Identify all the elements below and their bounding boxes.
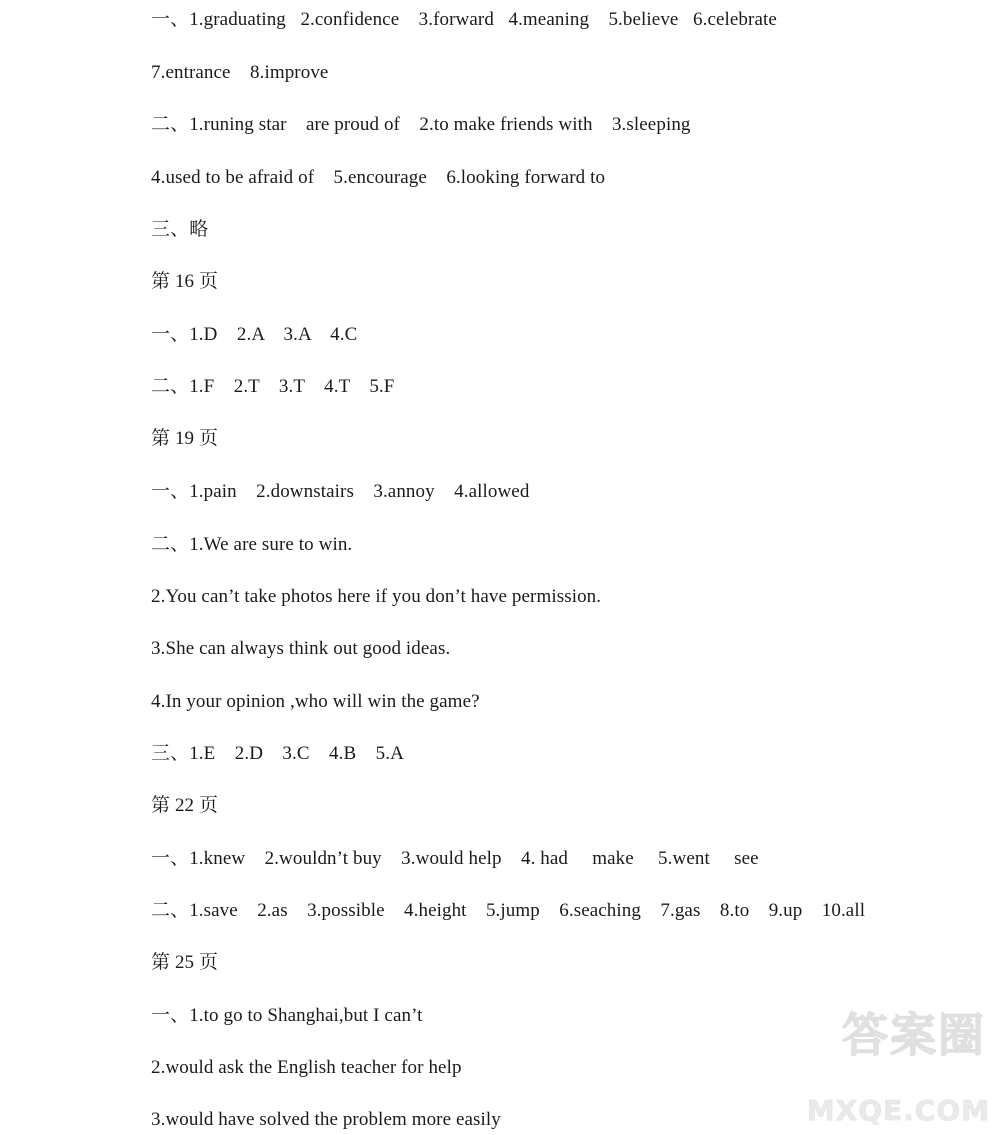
page-heading: 第 22 页: [151, 795, 219, 816]
page-heading: 第 25 页: [151, 952, 219, 973]
page-heading: 第 19 页: [151, 428, 219, 449]
answer-line: 一、1.graduating 2.confidence 3.forward 4.meaning 5.believe 6.celebrate: [151, 9, 777, 30]
answer-line: 7.entrance 8.improve: [151, 62, 329, 83]
answer-line: 二、1.F 2.T 3.T 4.T 5.F: [151, 376, 395, 397]
watermark-domain: MXQE.COM: [806, 1094, 990, 1127]
answer-line: 一、1.knew 2.wouldn’t buy 3.would help 4. had make 5.went see: [151, 848, 759, 869]
answer-line: 3.would have solved the problem more easily: [151, 1109, 501, 1130]
answer-line: 一、1.to go to Shanghai,but I can’t: [151, 1005, 423, 1026]
answer-line: 2.You can’t take photos here if you don’t have permission.: [151, 586, 602, 607]
answer-line: 2.would ask the English teacher for help: [151, 1057, 462, 1078]
answer-line: 三、1.E 2.D 3.C 4.B 5.A: [151, 743, 404, 764]
watermark-logo: 答案圈: [842, 1008, 986, 1062]
watermark: [800, 991, 990, 1131]
answer-line: 一、1.D 2.A 3.A 4.C: [151, 324, 358, 345]
answer-line: 二、1.save 2.as 3.possible 4.height 5.jump 6.seaching 7.gas 8.to 9.up 10.all: [151, 900, 866, 921]
page-heading: 第 16 页: [151, 271, 219, 292]
answer-line: 二、1.We are sure to win.: [151, 534, 353, 555]
answer-line: 二、1.runing star are proud of 2.to make friends with 3.sleeping: [151, 114, 691, 135]
answer-line: 三、略: [151, 219, 209, 240]
answer-line: 4.used to be afraid of 5.encourage 6.looking forward to: [151, 167, 606, 188]
answer-line: 一、1.pain 2.downstairs 3.annoy 4.allowed: [151, 481, 530, 502]
answer-line: 4.In your opinion ,who will win the game?: [151, 691, 480, 712]
answer-line: 3.She can always think out good ideas.: [151, 638, 451, 659]
